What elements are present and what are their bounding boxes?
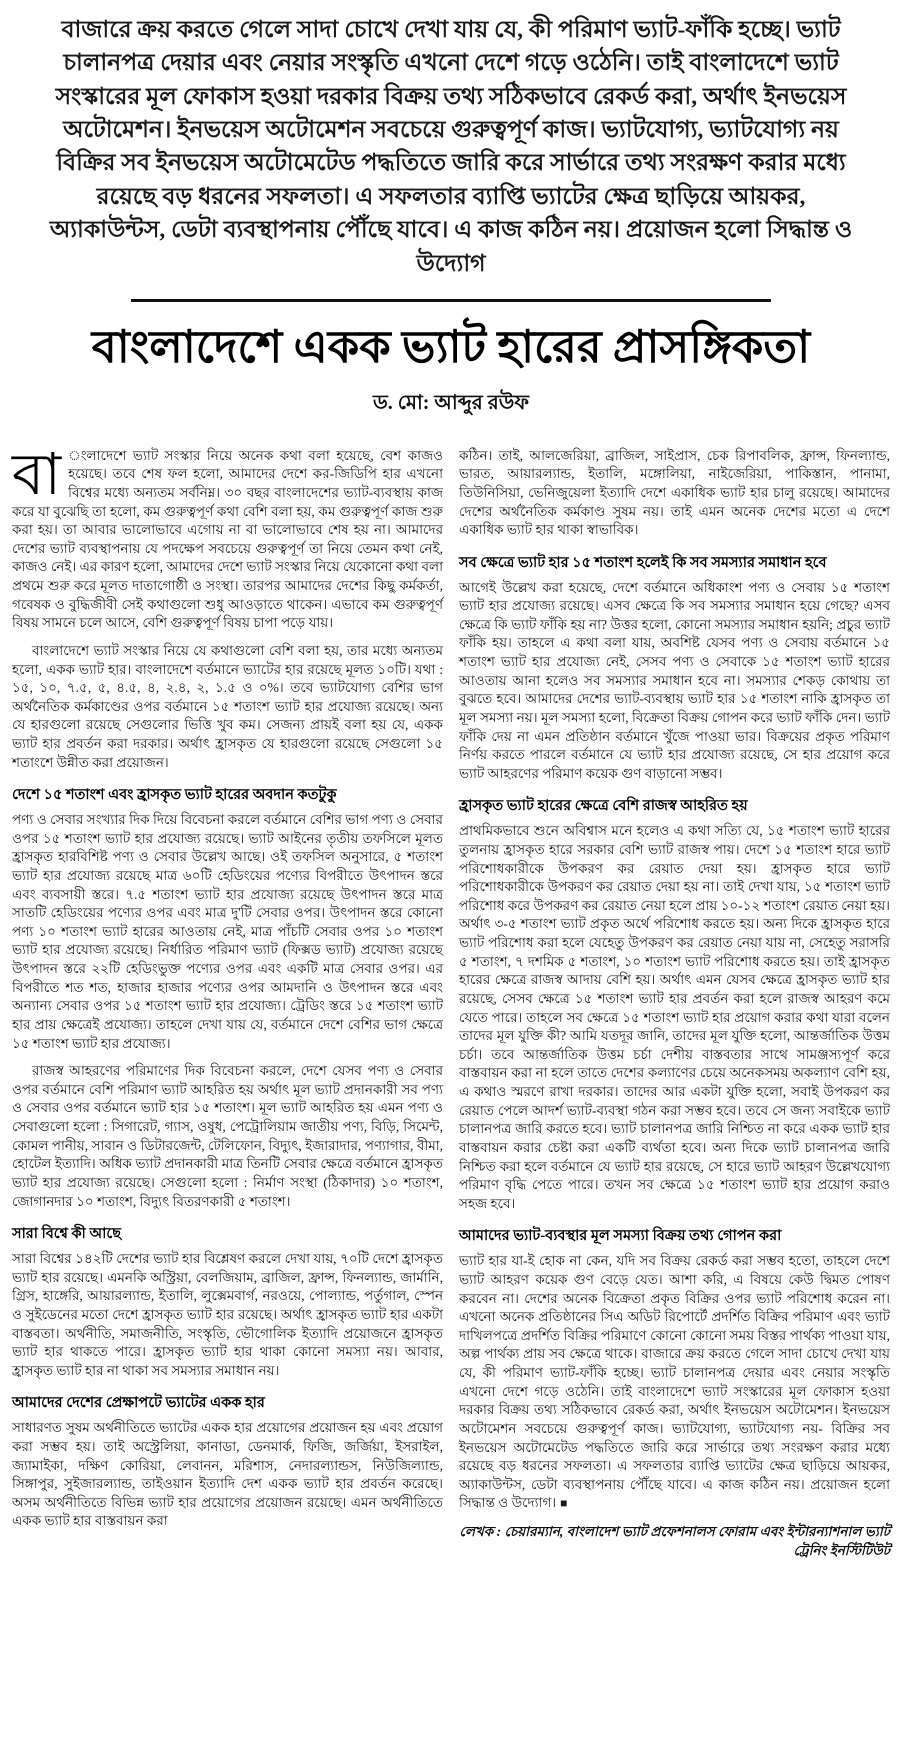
paragraph-5: সারা বিশ্বের ১৪২টি দেশের ভ্যাট হার বিশ্লেষণ করলে দেখা যায়, ৭০টি দেশে হ্রাসকৃত ভ্যাট হার রয়েছে। এমনকি অস্ট্রিয়া, বেলজিয়াম, ব্রাজিল, ফ্রান্স, ফিনল্যান্ড, জার্মানি, গ্রিস, হাঙ্গেরি, আয়ারল্যান্ড, ইতালি, লুক্সেমবার্গ, নরওয়ে, পোল্যান্ড, পর্তুগাল, স্পেন ও সুইডেনের মতো দেশে হ্রাসকৃত ভ্যাট হার রয়েছে। অর্থাৎ হ্রাসকৃত ভ্যাট হার একটা বাস্তবতা। অর্থনীতি, সমাজনীতি, সংস্কৃতি, ভৌগোলিক ইত্যাদি প্রয়োজনে হ্রাসকৃত ভ্যাট হার থাকতে পারে। হ্রাসকৃত ভ্যাট হার থাকা কোনো সমস্যা নয়। আবার, হ্রাসকৃত ভ্যাট হার না থাকা সব সমস্যার সমাধান নয়। <box>12 1251 443 1378</box>
right-column <box>459 447 890 1561</box>
paragraph-10-text: ভ্যাট হার যা-ই হোক না কেন, যদি সব বিক্রয় রেকর্ড করা সম্ভব হতো, তাহলে দেশে ভ্যাট আহরণ কয়েক গুণ বেড়ে যেত। আশা করি, এ বিষয়ে কেউ দ্বিমত পোষণ করবেন না। দেশের অনেক বিক্রেতা প্রকৃত বিক্রির ওপর ভ্যাট পরিশোধ করেন না। এখনো অনেক প্রতিষ্ঠানের সিএ অডিট রিপোর্টে প্রদর্শিত বিক্রির পরিমাণ এবং ভ্যাট দাখিলপত্রে প্রদর্শিত বিক্রির পরিমাণে কোনো কোনো সময় বিস্তর পার্থক্য পাওয়া যায়, অল্প পার্থক্য প্রায় সব ক্ষেত্রে থাকে। বাজারে ক্রয় করতে গেলে সাদা চোখে দেখা যায় যে, কী পরিমাণ ভ্যাট-ফাঁকি হচ্ছে। ভ্যাট চালানপত্র দেয়ার এবং নেয়ার সংস্কৃতি এখনো দেশে গড়ে ওঠেনি। তাই বাংলাদেশে ভ্যাট সংস্কারের মূল ফোকাস হওয়া দরকার বিক্রয় তথ্য সঠিকভাবে রেকর্ড করা, অর্থাৎ ইনভয়েস অটোমেশন। ইনভয়েস অটোমেশন সবচেয়ে গুরুত্বপূর্ণ কাজ। ভ্যাটযোগ্য, ভ্যাটযোগ্য নয়- বিক্রির সব ইনভয়েস অটোমেটেড পদ্ধতিতে জারি করে সার্ভারে তথ্য সংরক্ষণ করার মধ্যে রয়েছে বড় ধরনের সফলতা। এ সফলতার ব্যাপ্তি ভ্যাটের ক্ষেত্র ছাড়িয়ে আয়কর, অ্যাকাউন্টস, ডেটা ব্যবস্থাপনায় পৌঁছে যাবে। এ কাজ কঠিন নয়। প্রয়োজন হলো সিদ্ধান্ত ও উদ্যোগ। <box>459 1253 890 1511</box>
paragraph-7: কঠিন। তাই, আলজেরিয়া, ব্রাজিল, সাইপ্রাস, চেক রিপাবলিক, ফ্রান্স, ফিনল্যান্ড, ভারত, আয়ারল্যান্ড, ইতালি, মঙ্গোলিয়া, নাইজেরিয়া, পাকিস্তান, পানামা, তিউনিসিয়া, ভেনিজুয়েলা ইত্যাদি দেশে একাধিক ভ্যাট হার চালু রয়েছে। আমাদের দেশের অর্থনৈতিক কর্মকাণ্ড সুষম নয়। তাই এমন অনেক দেশের মতো এ দেশে একাধিক ভ্যাট হার থাকা স্বাভাবিক। <box>459 447 890 538</box>
paragraph-1 <box>12 441 443 633</box>
paragraph-10 <box>459 1252 890 1513</box>
article-byline: ড. মো: আব্দুর রউফ <box>373 391 529 414</box>
paragraph-9: প্রাথমিকভাবে শুনে অবিশ্বাস মনে হলেও এ কথা সত্যি যে, ১৫ শতাংশ ভ্যাট হারের তুলনায় হ্রাসকৃত হারে সরকার বেশি ভ্যাট রাজস্ব পায়। দেশে ১৫ শতাংশ হারে ভ্যাট পরিশোধকারীকে উপকরণ কর রেয়াত দেয়া হয়। হ্রাসকৃত হারে ভ্যাট পরিশোধকারীকে উপকরণ কর রেয়াত দেয়া হয় না। তাই দেখা যায়, ১৫ শতাংশ ভ্যাট পরিশোধ করে উপকরণ কর রেয়াত নেয়া হলে প্রায় ১০-১২ শতাংশ রেয়াত নেয়া হয়। অর্থাৎ ৩-৫ শতাংশ ভ্যাট প্রকৃত অর্থে পরিশোধ করতে হয়। অন্য দিকে হ্রাসকৃত হারে ভ্যাট পরিশোধ করা হলে যেহেতু উপকরণ কর রেয়াত নেয়া যায় না, সেহেতু সরাসরি ৫ শতাংশ, ৭ দশমিক ৫ শতাংশ, ১০ শতাংশ ভ্যাট পরিশোধ করতে হয়। তাই হ্রাসকৃত হারের ক্ষেত্রে রাজস্ব আদায় বেশি হয়। অর্থাৎ এমন যেসব ক্ষেত্রে হ্রাসকৃত ভ্যাট হার রয়েছে, সেসব ক্ষেত্রে ১৫ শতাংশ ভ্যাট হার প্রবর্তন করা হলে রাজস্ব আহরণ কমে যেতে পারে। তাহলে সব ক্ষেত্রে ১৫ শতাংশ ভ্যাট হার প্রয়োগ করার কথা যারা বলেন তাদের মূল যুক্তি কী? আমি যতদূর জানি, তাদের মূল যুক্তি হলো, আন্তর্জাতিক উত্তম চর্চা। তবে আন্তর্জাতিক উত্তম চর্চা দেশীয় বাস্তবতার সাথে সামঞ্জস্যপূর্ণ করে বাস্তবায়ন করা না হলে তাতে দেশের কল্যাণের চেয়ে অনেকসময় অকল্যাণ বেশি হয়, এ কথাও স্মরণে রাখা দরকার। তাদের আর একটা যুক্তি হলো, সবাই উপকরণ কর রেয়াত পেলে আদর্শ ভ্যাট-ব্যবস্থা গঠন করা সম্ভব হবে। তবে সে জন্য সবাইকে ভ্যাট চালানপত্র জারি করতে হবে। ভ্যাট চালানপত্র জারি নিশ্চিত না করে একক ভ্যাট হার বাস্তবায়ন করার চেষ্টা করা একটি ব্যর্থতা হবে। অন্য দিকে ভ্যাট চালানপত্র জারি নিশ্চিত করা হলে বর্তমানে যে ভ্যাট হার রয়েছে, সে হারে ভ্যাট আহরণ উল্লেখযোগ্য পরিমাণ বৃদ্ধি পেতে পারে। তখন সব ক্ষেত্রে ১৫ শতাংশ ভ্যাট হার প্রয়োগ করাও সহজ হবে। <box>459 823 890 1211</box>
drop-cap: বা <box>12 441 62 507</box>
subheading-reduced-rate-revenue: হ্রাসকৃত ভ্যাট হারের ক্ষেত্রে বেশি রাজস্ব আহরিত হয় <box>459 798 748 815</box>
subheading-fifteen-percent-solution: সব ক্ষেত্রে ভ্যাট হার ১৫ শতাংশ হলেই কি সব সমস্যার সমাধান হবে <box>459 554 827 571</box>
paragraph-6: সাধারণত সুষম অর্থনীতিতে ভ্যাটের একক হার প্রয়োগের প্রয়োজন হয় এবং প্রয়োগ করা সম্ভব হয়। তাই অস্ট্রেলিয়া, কানাডা, ডেনমার্ক, ফিজি, জর্জিয়া, ইসরাইল, জ্যামাইকা, দক্ষিণ কোরিয়া, লেবানন, মরিশাস, নেদারল্যান্ডস, নিউজিল্যান্ড, সিঙ্গাপুর, সুইজারল্যান্ড, তাইওয়ান ইত্যাদি দেশ একক ভ্যাট হার প্রবর্তন করেছে। অসম অর্থনীতিতে বিভিন্ন ভ্যাট হার প্রয়োগের প্রয়োজন রয়েছে। এমন অর্থনীতিতে একক ভ্যাট হার বাস্তবায়ন করা <box>12 1420 443 1529</box>
article-end-mark-icon: ■ <box>560 1496 568 1511</box>
body-columns <box>12 441 890 1561</box>
paragraph-2: বাংলাদেশে ভ্যাট সংস্কার নিয়ে যে কথাগুলো বেশি বলা হয়, তার মধ্যে অন্যতম হলো, একক ভ্যাট হার। বাংলাদেশে বর্তমানে ভ্যাটের হার রয়েছে মূলত ১০টি। যথা : ১৫, ১০, ৭.৫, ৫, ৪.৫, ৪, ২.৪, ২, ১.৫ ও ০%। তবে ভ্যাটযোগ্য বেশির ভাগ অর্থনৈতিক কর্মকাণ্ডের ওপর বর্তমানে ১৫ শতাংশ ভ্যাট হার প্রযোজ্য রয়েছে। অন্য যে হারগুলো রয়েছে সেগুলোর ভিত্তি খুব কম। সেজন্য প্রায়ই বলা হয় যে, একক ভ্যাট হার প্রবর্তন করা দরকার। অর্থাৎ হ্রাসকৃত যে হারগুলো রয়েছে সেগুলো ১৫ শতাংশে উন্নীত করা প্রয়োজন। <box>12 642 443 770</box>
left-column <box>12 441 443 1540</box>
paragraph-4: রাজস্ব আহরণের পরিমাণের দিক বিবেচনা করলে, দেশে যেসব পণ্য ও সেবার ওপর বর্তমানে বেশি পরিমাণ ভ্যাট আহরিত হয় অর্থাৎ মূল ভ্যাট প্রদানকারী সব পণ্য ও সেবার ওপর বর্তমানে ভ্যাট হার ১৫ শতাংশ। মূল ভ্যাট আহরিত হয় এমন পণ্য ও সেবাগুলো হলো : সিগারেট, গ্যাস, ওষুধ, পেট্রোলিয়াম জাতীয় পণ্য, বিড়ি, সিমেন্ট, কোমল পানীয়, সাবান ও ডিটারজেন্ট, টেলিফোন, বিদ্যুৎ, ইজারাদার, পণ্যাগার, বীমা, হোটেল ইত্যাদি। অধিক ভ্যাট প্রদানকারী মাত্র তিনটি সেবার ক্ষেত্রে বর্তমানে হ্রাসকৃত ভ্যাট হার প্রযোজ্য রয়েছে। সেগুলো হলো : নির্মাণ সংস্থা (ঠিকাদার) ১০ শতাংশ, জোগানদার ১০ শতাংশ, বিদ্যুৎ বিতরণকারী ৫ শতাংশ। <box>12 1063 443 1209</box>
paragraph-1-text: ংলাদেশে ভ্যাট সংস্কার নিয়ে অনেক কথা বলা হয়েছে, বেশ কাজও হয়েছে। তবে শেষ ফল হলো, আমাদের দেশে কর-জিডিপি হার এখনো বিশ্বের মধ্যে অন্যতম সর্বনিম্ন। ৩০ বছর বাংলাদেশের ভ্যাট-ব্যবস্থায় কাজ করে যা বুঝেছি তা হলো, কম গুরুত্বপূর্ণ কথা বেশি বলা হয়, কম গুরুত্বপূর্ণ কাজ শুরু করা হয়। তা আবার ভালোভাবে এগোয় না বা ভালোভাবে শেষ হয় না। আমাদের দেশের ভ্যাট ব্যবস্থাপনায় যে পদক্ষেপ সবচেয়ে গুরুত্বপূর্ণ তা নিয়ে তেমন কথা নেই, কাজও নেই। এর কারণ হলো, আমাদের দেশে ভ্যাট সংস্কার নিয়ে যেকোনো কথা বলা প্রথমে শুরু করে মূলত দাতাগোষ্ঠী ও সংস্থা। তারপর আমাদের দেশের কিছু কর্মকর্তা, গবেষক ও বুদ্ধিজীবী সেই কথাগুলো শুধু আওড়াতে থাকেন। এভাবে কম গুরুত্বপূর্ণ বিষয় সামনে চলে আসে, বেশি গুরুত্বপূর্ণ বিষয় চাপা পড়ে যায়। <box>12 447 443 631</box>
intro-standfirst: বাজারে ক্রয় করতে গেলে সাদা চোখে দেখা যায় যে, কী পরিমাণ ভ্যাট-ফাঁকি হচ্ছে। ভ্যাট চালানপত্র দেয়ার এবং নেয়ার সংস্কৃতি এখনো দেশে গড়ে ওঠেনি। তাই বাংলাদেশে ভ্যাট সংস্কারের মূল ফোকাস হওয়া দরকার বিক্রয় তথ্য সঠিকভাবে রেকর্ড করা, অর্থাৎ ইনভয়েস অটোমেশন। ইনভয়েস অটোমেশন সবচেয়ে গুরুত্বপূর্ণ কাজ। ভ্যাটযোগ্য, ভ্যাটযোগ্য নয় বিক্রির সব ইনভয়েস অটোমেটেড পদ্ধতিতে জারি করে সার্ভারে তথ্য সংরক্ষণ করার মধ্যে রয়েছে বড় ধরনের সফলতা। এ সফলতার ব্যাপ্তি ভ্যাটের ক্ষেত্র ছাড়িয়ে আয়কর, অ্যাকাউন্টস, ডেটা ব্যবস্থাপনায় পৌঁছে যাবে। এ কাজ কঠিন নয়। প্রয়োজন হলো সিদ্ধান্ত ও উদ্যোগ <box>49 17 853 277</box>
section-divider <box>131 299 771 302</box>
article-headline: বাংলাদেশে একক ভ্যাট হারের প্রাসঙ্গিকতা <box>91 321 811 372</box>
subheading-single-rate-context: আমাদের দেশের প্রেক্ষাপটে ভ্যাটের একক হার <box>12 1395 265 1412</box>
subheading-sales-concealment: আমাদের ভ্যাট-ব্যবস্থার মূল সমস্যা বিক্রয় তথ্য গোপন করা <box>459 1228 782 1245</box>
paragraph-8: আগেই উল্লেখ করা হয়েছে, দেশে বর্তমানে অধিকাংশ পণ্য ও সেবায় ১৫ শতাংশ ভ্যাট হার প্রযোজ্য রয়েছে। এসব ক্ষেত্রে কি সব সমস্যার সমাধান হয়ে গেছে? এসব ক্ষেত্রে কি ভ্যাট ফাঁকি হয় না? উত্তর হলো, কোনো সমস্যার সমাধান হয়নি; প্রচুর ভ্যাট ফাঁকি হয়। তাহলে এ কথা বলা যায়, অবশিষ্ট যেসব পণ্য ও সেবায় বর্তমানে ১৫ শতাংশ ভ্যাট হার প্রযোজ্য নেই, সেসব পণ্য ও সেবাকে ১৫ শতাংশ ভ্যাট হারের আওতায় আনা হলেও সব সমস্যার সমাধান হবে না। সমস্যার শেকড় কোথায় তা বুঝতে হবে। আমাদের দেশের ভ্যাট-ব্যবস্থায় ভ্যাট হার ১৫ শতাংশ নাকি হ্রাসকৃত তা মূল সমস্যা নয়। মূল সমস্যা হলো, বিক্রেতা বিক্রয় গোপন করে ভ্যাট ফাঁকি দেন। ভ্যাট ফাঁকি দেয় না এমন প্রতিষ্ঠান বর্তমানে খুঁজে পাওয়া ভার। বিক্রয়ের প্রকৃত পরিমাণ নির্ণয় করতে পারলে বর্তমানে যে ভ্যাট হার প্রযোজ্য রয়েছে, সে হার প্রয়োগ করে ভ্যাট আহরণের পরিমাণ কয়েক গুণ বাড়ানো সম্ভব। <box>459 579 890 781</box>
subheading-rate-contribution: দেশে ১৫ শতাংশ এবং হ্রাসকৃত ভ্যাট হারের অবদান কতটুকু <box>12 787 337 804</box>
paragraph-3: পণ্য ও সেবার সংখ্যার দিক দিয়ে বিবেচনা করলে বর্তমানে বেশির ভাগ পণ্য ও সেবার ওপর ১৫ শতাংশ ভ্যাট হার প্রযোজ্য রয়েছে। ভ্যাট আইনের তৃতীয় তফসিলে মূলত হ্রাসকৃত হারবিশিষ্ট পণ্য ও সেবার উল্লেখ আছে। ওই তফসিল অনুসারে, ৫ শতাংশ ভ্যাট হার প্রযোজ্য রয়েছে মাত্র ৬০টি হেডিংয়ের পণ্যের বিপরীতে উৎপাদন স্তরে এবং ব্যবসায়ী স্তরে। ৭.৫ শতাংশ ভ্যাট হার প্রযোজ্য রয়েছে উৎপাদন স্তরে মাত্র সাতটি হেডিংয়ের পণ্যের ওপর এবং মাত্র দু'টি সেবার ওপর। উৎপাদন স্তরে কোনো পণ্য ১০ শতাংশ ভ্যাট হারের আওতায় নেই, মাত্র পাঁচটি সেবার ওপর ১০ শতাংশ ভ্যাট হার প্রযোজ্য রয়েছে। নির্ধারিত পরিমাণ ভ্যাট (ফিক্সড ভ্যাট) প্রযোজ্য রয়েছে উৎপাদন স্তরে ২২টি হেডিংভুক্ত পণ্যের ওপর এবং একটি মাত্র সেবার ওপর। এর বিপরীতে শত শত, হাজার হাজার পণ্যের ওপর আমদানি ও উৎপাদন স্তরে এবং অন্যান্য সেবার ওপর ১৫ শতাংশ ভ্যাট হার প্রযোজ্য। ট্রেডিং স্তরে ১৫ শতাংশ ভ্যাট হার প্রায় ক্ষেত্রেই প্রযোজ্য। তাহলে দেখা যায় যে, বর্তমানে দেশে বেশির ভাগ ক্ষেত্রে ১৫ শতাংশ ভ্যাট হার প্রযোজ্য। <box>12 812 443 1051</box>
author-footer: লেখক : চেয়ারম্যান, বাংলাদেশ ভ্যাট প্রফেশনালস ফোরাম এবং ইন্টারন্যাশনাল ভ্যাট ট্রেনিং ইনস্টিটিউট <box>459 1524 890 1558</box>
subheading-world-overview: সারা বিশ্বে কী আছে <box>12 1226 121 1243</box>
